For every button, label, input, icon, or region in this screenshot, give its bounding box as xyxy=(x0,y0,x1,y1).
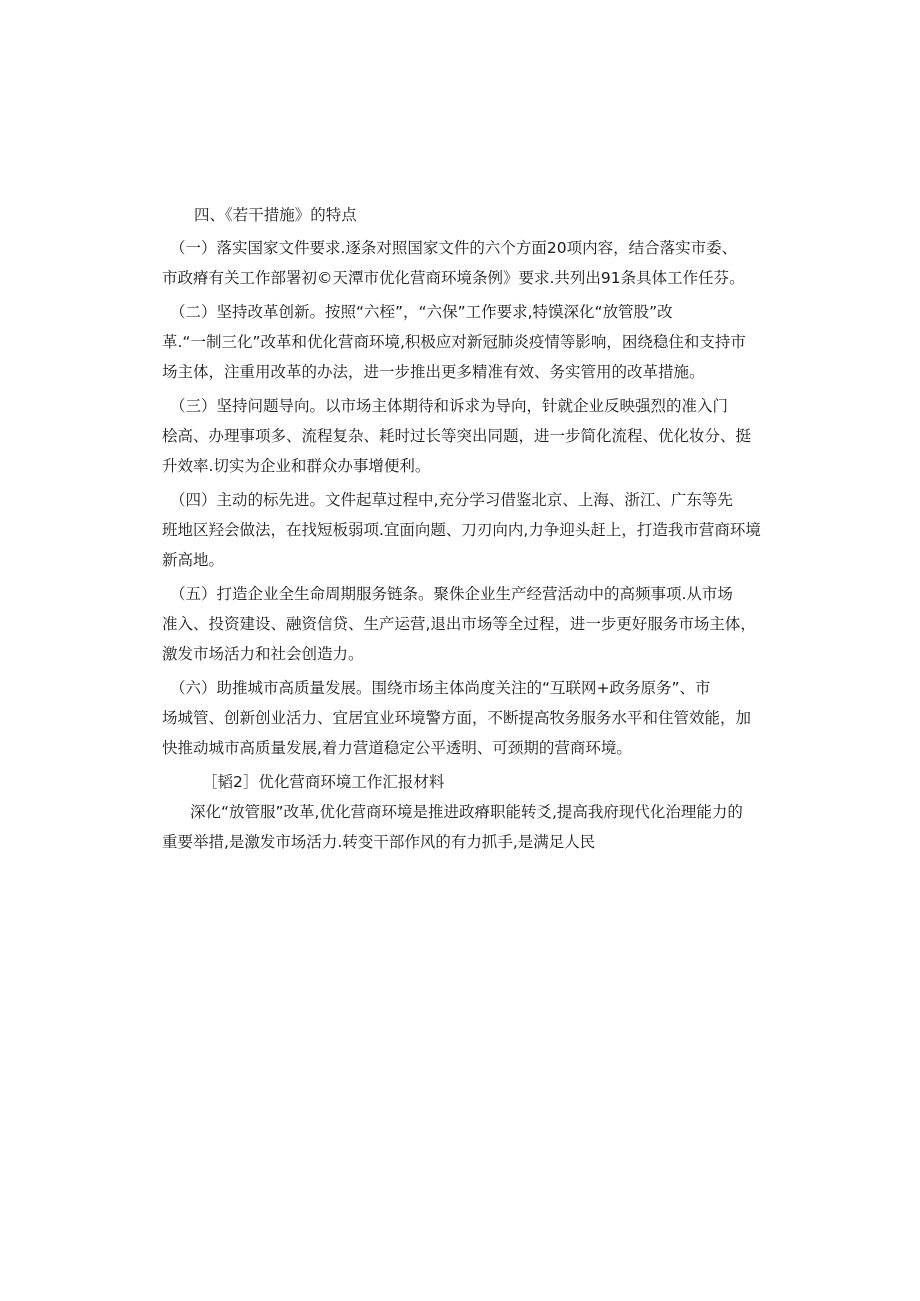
paragraph-line: （三）坚持问题导向。以市场主体期待和诉求为导向，针就企业反映强烈的准入门 xyxy=(170,397,729,415)
paragraph-line: 桧高、办理事项多、流程复杂、耗时过长等突出同题，进一步简化流程、优化妆分、挺 xyxy=(162,427,752,445)
paragraph-line: 准入、投资建设、融资信贷、生产运营,退出市场等全过程，进一步更好服务市场主体， xyxy=(162,615,756,633)
paragraph-line: （五）打造企业全生命周期服务链条。聚侏企业生产经营活动中的高频事项.从市场 xyxy=(170,585,733,603)
paragraph-line: （四）主动的标先进。文件起草过程中,充分学习借鉴北京、上海、浙江、广东等先 xyxy=(170,491,733,509)
paragraph-line: 升效率.切实为企业和群众办事增便利。 xyxy=(162,457,431,475)
closing-paragraph xyxy=(162,797,762,857)
paragraph-line: 激发市场活力和社会创造力。 xyxy=(162,645,364,663)
section-label: ［韬2］优化营商环境工作汇报材料 xyxy=(202,773,445,791)
paragraph-line: 场城管、创新创业活力、宜居宜业环境警方面，不断提高牧务服务水平和住管效能，加 xyxy=(162,709,752,727)
paragraph-4 xyxy=(162,485,762,575)
paragraph-line: 场主体，注重用改革的办法，进一步推出更多精准有效、务实管用的改革措施。 xyxy=(162,363,705,381)
paragraph-1 xyxy=(162,233,762,293)
paragraph-line: （六）助推城市高质量发展。围绕市场主体尚度关注的“互联网+政务原务”、市 xyxy=(170,679,711,697)
paragraph-line: （一）落实国家文件要求.逐条对照国家文件的六个方面20项内容，结合落实市委、 xyxy=(170,239,738,257)
paragraph-line: 班地区羟会做法，在找短板弱项.宜面向题、刀刃向内,力争迎头赶上，打造我市营商环境 xyxy=(162,521,761,539)
paragraph-line: 快推动城市高质量发展,着力营道稳定公平透明、可颈期的营商环境。 xyxy=(162,739,632,757)
paragraph-line: 深化“放管服”改革,优化营商环境是推进政瘠职能转爻,提高我府现代化治理能力的 xyxy=(190,803,743,821)
paragraph-line: 重要举措,是激发市场活力.转变干部作风的有力抓手,是满足人民 xyxy=(162,833,596,851)
document-body xyxy=(162,200,762,861)
paragraph-5 xyxy=(162,579,762,669)
section-heading: 四、《若干措施》的特点 xyxy=(194,206,357,224)
paragraph-line: 新高地。 xyxy=(162,551,225,569)
paragraph-line: 革.“一制三化”改革和优化营商环境,积极应对新冠肺炎疫情等影响，困绕稳住和支持市 xyxy=(162,333,746,351)
paragraph-line: 市政瘠有关工作部署初©天潭市优化营商环境条例》要求.共列出91条具体工作任芬。 xyxy=(162,269,745,287)
paragraph-line: （二）坚持改革创新。按照“六桎”，“六保”工作要求,特馍深化“放管股”改 xyxy=(170,303,673,321)
paragraph-3 xyxy=(162,391,762,481)
paragraph-2 xyxy=(162,297,762,387)
paragraph-6 xyxy=(162,673,762,763)
